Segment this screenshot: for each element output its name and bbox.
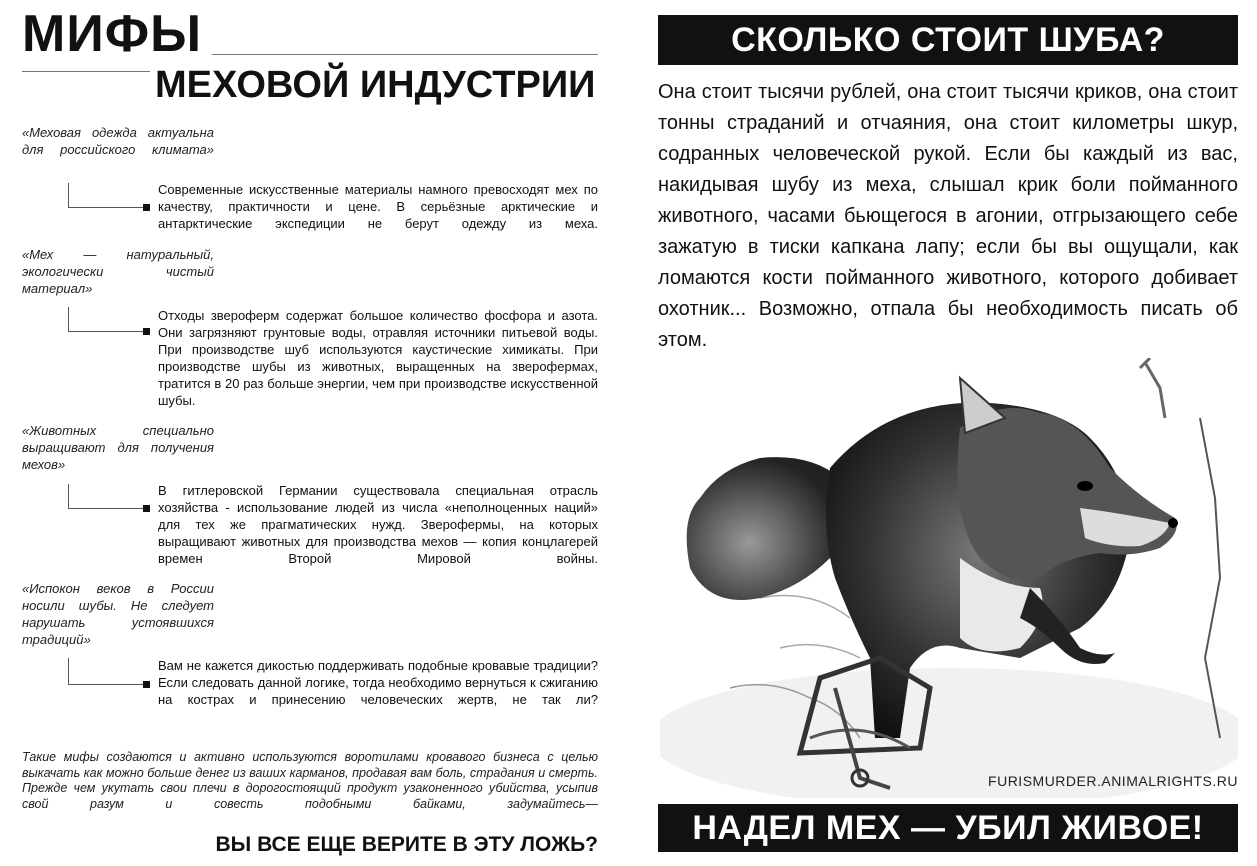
myth-3-bullet [143,505,150,512]
myth-2-connector [68,307,145,332]
fact-3-text: В гитлеровской Германии существовала специальная отрасль хозяйства - использование людей из числа «неполноценных наций» для тех же прагматических нужд. Зверофермы, на которых выращивают животных для производства мехов — копия концлагерей времен Второй Мировой войны. [158,483,598,566]
fact-1-text: Современные искусственные материалы намного превосходят мех по качеству, практичности и цене. В серьёзные арктические и антарктические экспедиции не берут одежду из меха. [158,182,598,231]
myth-4-text: «Испокон веков в России носили шубы. Не следует нарушать устоявшихся традиций» [22,581,214,647]
photo-caption-url: FURISMURDER.ANIMALRIGHTS.RU [988,773,1238,789]
title-rule-left [22,71,150,72]
myth-1-bullet [143,204,150,211]
title-fur-industry: МЕХОВОЙ ИНДУСТРИИ [155,64,596,106]
myth-2-bullet [143,328,150,335]
myth-1-text: «Меховая одежда актуальна для российского климата» [22,125,214,157]
conclusion-text: Такие мифы создаются и активно используются воротилами кровавого бизнеса с целью выкачать как можно больше денег из ваших карманов, продавая вам боль, страдания и смерть. Прежде чем укутать свои плечи в дорогостоящий продукт узаконенного убийства, усыпив свой разум и совесть подобными байками, задумайтесь— [22,750,598,811]
main-body-text: Она стоит тысячи рублей, она стоит тысячи криков, она стоит тонны страданий и отчаяния, она стоит километры шкур, содранных человеческой рукой. Если бы каждый из вас, накидывая шубу из меха, слышал крик боли пойманного животного, часами бьющегося в агонии, отгрызающего себе зажатую в тиски капкана лапу; если бы вы ощущали, как ломаются кости пойманного животного, которого добивает охотник... Возможно, отпала бы необходимость писать об этом. [658,81,1238,351]
fox-in-trap-photo [660,358,1238,798]
myth-3-text: «Животных специально выращивают для получения мехов» [22,423,214,472]
myth-4-connector [68,658,145,685]
title-myths: МИФЫ [22,5,202,63]
myth-3-connector [68,484,145,509]
fact-2-text: Отходы звероферм содержат большое количество фосфора и азота. Они загрязняют грунтовые воды, отравляя источники питьевой воды. При производстве шуб используются каустические химикаты. При производстве шубы из животных, выращенных на зверофермах, тратится в 20 раз больше энергии, чем при производстве искусственной шубы. [158,308,598,408]
myth-2-text: «Мех — натуральный, экологически чистый материал» [22,247,214,296]
slogan-banner: НАДЕЛ МЕХ — УБИЛ ЖИВОЕ! [658,804,1238,852]
title-rule-top [212,54,598,55]
myth-1-connector [68,183,145,208]
closing-question: ВЫ ВСЕ ЕЩЕ ВЕРИТЕ В ЭТУ ЛОЖЬ? [215,833,598,856]
headline-banner: СКОЛЬКО СТОИТ ШУБА? [658,15,1238,65]
myth-4-bullet [143,681,150,688]
fact-4-text: Вам не кажется дикостью поддерживать подобные кровавые традиции? Если следовать данной логике, тогда необходимо вернуться к сжиганию на кострах и принесению человеческих жертв, не так ли? [158,658,598,707]
